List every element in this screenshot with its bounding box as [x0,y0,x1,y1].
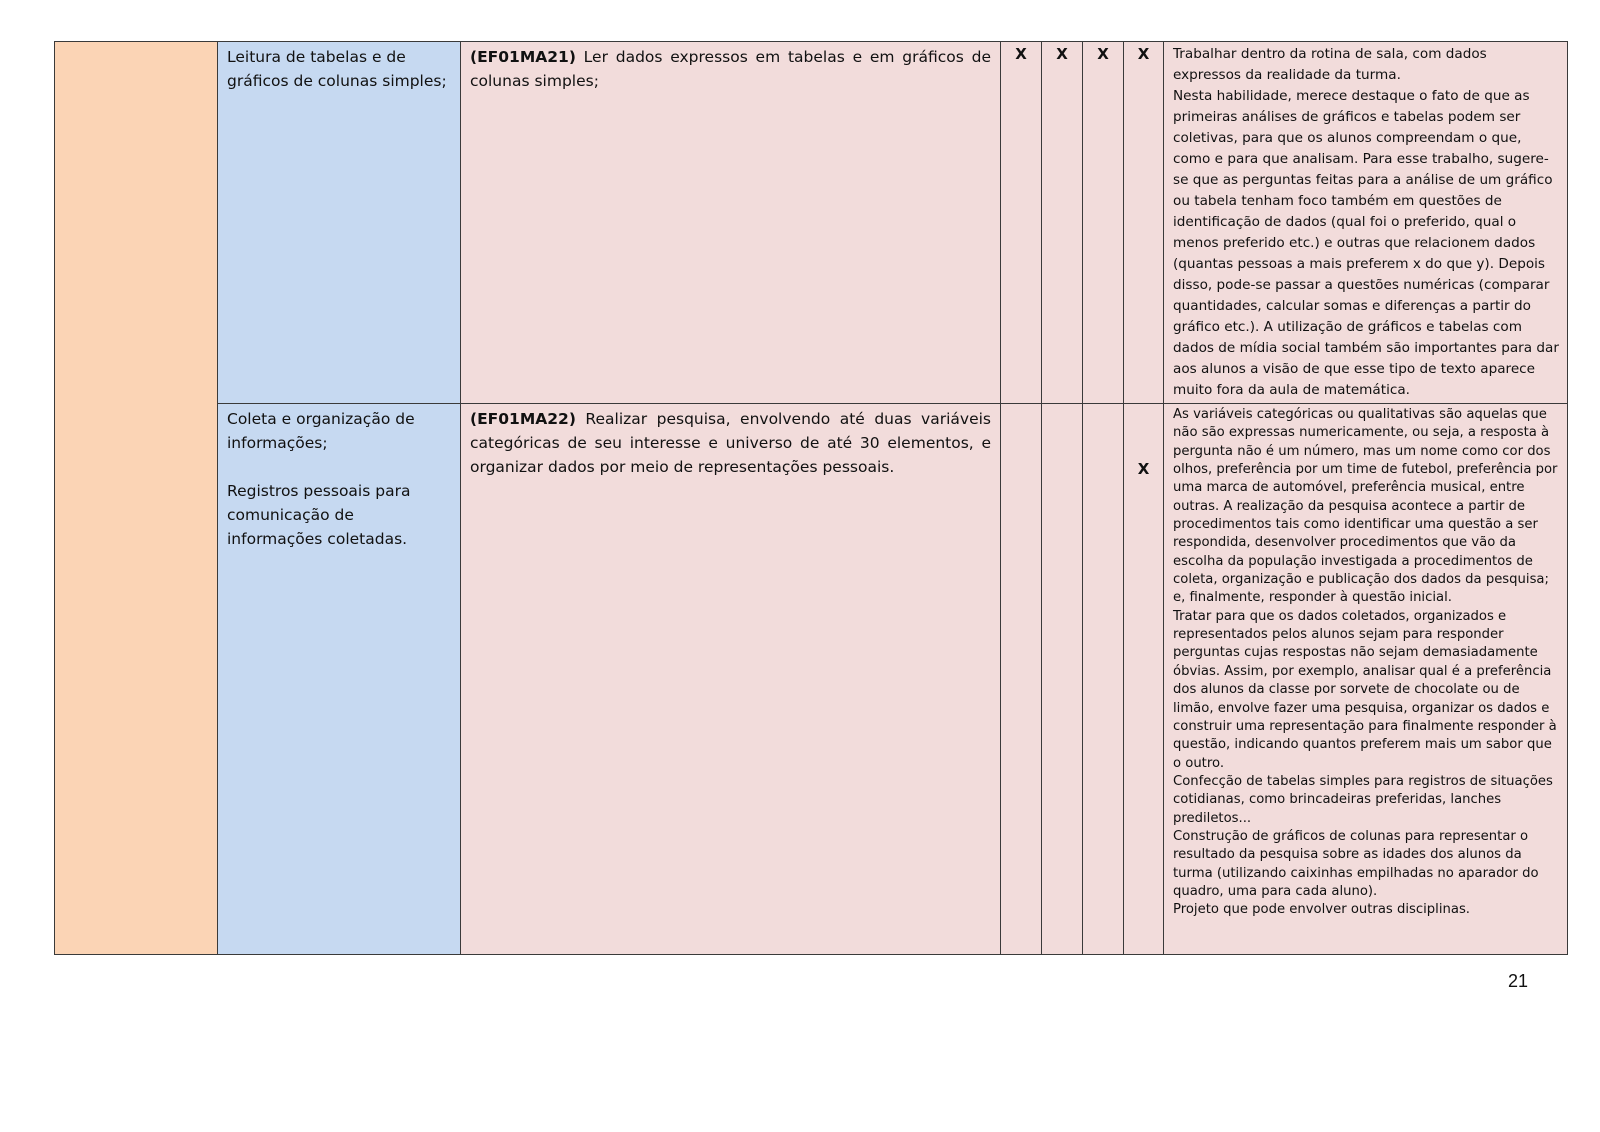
comentario-paragraph: Tratar para que os dados coletados, organizados e representados pelos alunos sejam para responder perguntas cujas respostas não sejam demasiadamente óbvias. Assim, por exemplo, analisar qual é a preferência dos alunos da classe por sorvete de chocolate ou de limão, envolve fazer uma pesquisa, organizar os dados e construir uma representação para finalmente responder à questão, indicando quantos preferem mais um sabor que o outro. [1173,608,1557,771]
habilidade-cell [461,404,1001,955]
x-mark [1042,404,1082,406]
table-row [55,404,1568,955]
x-mark: X [1097,45,1109,63]
objeto-text: Leitura de tabelas e de gráficos de colunas simples; [227,48,447,90]
comentario-paragraph: Confecção de tabelas simples para registros de situações cotidianas, como brincadeiras preferidas, lanches prediletos... [1173,773,1553,826]
mark-cell [1124,42,1164,404]
comentario-cell [1164,404,1568,955]
x-mark: X [1056,45,1068,63]
comentario-paragraph: Construção de gráficos de colunas para representar o resultado da pesquisa sobre as idades dos alunos da turma (utilizando caixinhas empilhadas no aparador do quadro, uma para cada aluno). [1173,828,1539,899]
curriculum-table [54,41,1568,955]
habilidade-code: (EF01MA22) [470,410,576,428]
objeto-cell [218,404,461,955]
objeto-cell [218,42,461,404]
habilidade-text: Realizar pesquisa, envolvendo até duas variáveis categóricas de seu interesse e universo de até 30 elementos, e organizar dados por meio de representações pessoais. [470,410,991,476]
page-number: 21 [1508,971,1529,991]
mark-cell [1124,404,1164,955]
habilidade-text: Ler dados expressos em tabelas e em gráficos de colunas simples; [470,48,991,90]
table-row [55,42,1568,404]
mark-cell [1042,42,1083,404]
x-mark: X [1015,45,1027,63]
mark-cell [1083,404,1124,955]
x-mark: X [1137,460,1150,478]
objeto-text: Registros pessoais para comunicação de informações coletadas. [227,482,411,548]
area-cell [55,42,218,955]
mark-cell [1001,404,1042,955]
comentario-paragraph: Nesta habilidade, merece destaque o fato de que as primeiras análises de gráficos e tabelas podem ser coletivas, para que os alunos compreendam o que, como e para que analisam. Para esse trabalho, sugere-se que as perguntas feitas para a análise de um gráfico ou tabela tenham foco também em questões de identificação de dados (qual foi o preferido, qual o menos preferido etc.) e outras que relacionem dados (quantas pessoas a mais preferem x do que y). Depois disso, pode-se passar a questões numéricas (comparar quantidades, calcular somas e diferenças a partir do gráfico etc.). A utilização de gráficos e tabelas com dados de mídia social também são importantes para dar aos alunos a visão de que esse tipo de texto aparece muito fora da aula de matemática. [1173,88,1559,398]
mark-cell [1083,42,1124,404]
x-mark [1001,404,1041,406]
mark-cell [1001,42,1042,404]
x-mark [1083,404,1123,406]
habilidade-cell [461,42,1001,404]
comentario-paragraph: Trabalhar dentro da rotina de sala, com dados expressos da realidade da turma. [1173,46,1487,83]
comentario-cell [1164,42,1568,404]
comentario-paragraph: As variáveis categóricas ou qualitativas são aquelas que não são expressas numericamente, ou seja, a resposta à pergunta não é um número, mas um nome como cor dos olhos, preferência por um time de futebol, preferência por uma marca de automóvel, preferência musical, entre outras. A realização da pesquisa acontece a partir de procedimentos tais como identificar uma questão a ser respondida, desenvolver procedimentos que vão da escolha da população investigada a procedimentos de coleta, organização e publicação dos dados da pesquisa; e, finalmente, responder à questão inicial. [1173,407,1558,606]
mark-cell [1042,404,1083,955]
comentario-paragraph: Projeto que pode envolver outras disciplinas. [1173,902,1471,918]
x-mark: X [1137,45,1150,63]
habilidade-code: (EF01MA21) [470,48,576,66]
objeto-text: Coleta e organização de informações; [227,410,415,452]
